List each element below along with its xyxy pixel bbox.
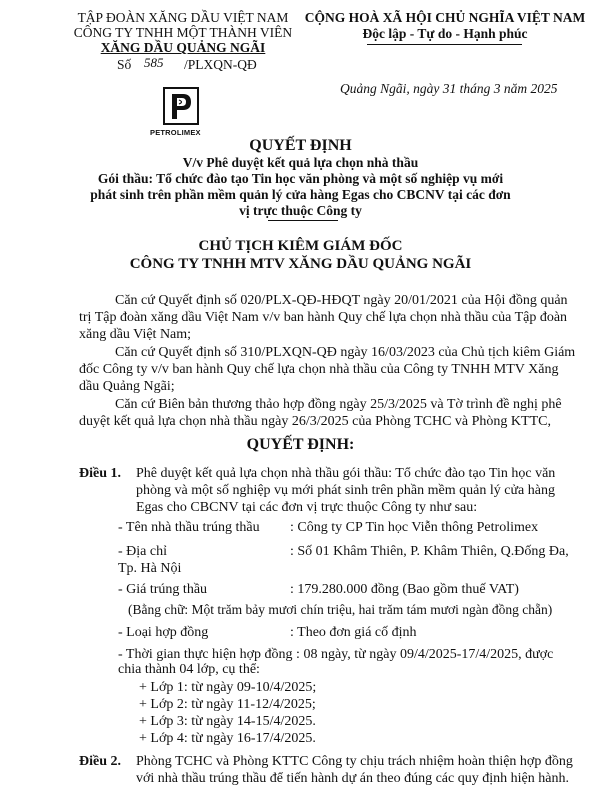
- article-1-label: Điều 1.: [79, 466, 121, 481]
- basis-1-line-2: trị Tập đoàn xăng dầu Việt Nam v/v ban hành Quy chế lựa chọn nhà thầu của Tập đoàn: [79, 310, 568, 325]
- winner-value: : Công ty CP Tin học Viễn thông Petrolimex: [290, 520, 539, 535]
- class-item: + Lớp 4: từ ngày 16-17/4/2025.: [139, 731, 316, 746]
- basis-2-line-1: Căn cứ Quyết định số 310/PLXQN-QĐ ngày 16/03/2023 của Chủ tịch kiêm Giám: [115, 345, 576, 360]
- price-in-words: (Bằng chữ: Một trăm bảy mươi chín triệu, hai trăm tám mươi ngàn đồng chẵn): [128, 602, 553, 617]
- petrolimex-logo-icon: [165, 89, 197, 123]
- document-number-suffix: /PLXQN-QĐ: [184, 57, 257, 72]
- class-item: + Lớp 1: từ ngày 09-10/4/2025;: [139, 680, 317, 695]
- issuer-group: TẬP ĐOÀN XĂNG DẦU VIỆT NAM: [77, 10, 289, 25]
- logo-wordmark: PETROLIMEX: [150, 128, 201, 137]
- national-motto-title: CỘNG HOÀ XÃ HỘI CHỦ NGHĨA VIỆT NAM: [304, 10, 586, 25]
- document-number-value: 585: [144, 55, 164, 70]
- authority-company: CÔNG TY TNHH MTV XĂNG DẦU QUẢNG NGÃI: [129, 256, 472, 272]
- article-2-label: Điều 2.: [79, 754, 121, 769]
- article-1-line-2: phòng và một số nghiệp vụ mới phát sinh trên phần mềm quản lý cửa hàng: [136, 483, 555, 498]
- motto-underline: [367, 44, 522, 45]
- package-line-2: phát sinh trên phần mềm quản lý cửa hàng Egas cho CBCNV tại các đơn: [90, 187, 511, 202]
- article-2-line-1: Phòng TCHC và Phòng KTTC Công ty chịu trách nhiệm hoàn thiện hợp đồng: [136, 754, 573, 769]
- document-number-prefix: Số: [117, 57, 132, 72]
- article-2-line-2: với nhà thầu trúng thầu để tiến hành dự án theo đúng các quy định hiện hành.: [136, 771, 569, 786]
- class-item: + Lớp 2: từ ngày 11-12/4/2025;: [139, 697, 316, 712]
- article-1-line-1: Phê duyệt kết quả lựa chọn nhà thầu gói thầu: Tổ chức đào tạo Tin học văn: [136, 466, 556, 481]
- price-label: - Giá trúng thầu: [118, 582, 208, 597]
- authority-title: CHỦ TỊCH KIÊM GIÁM ĐỐC: [198, 238, 403, 254]
- class-item: + Lớp 3: từ ngày 14-15/4/2025.: [139, 714, 316, 729]
- petrolimex-logo: [163, 87, 199, 125]
- basis-3-line-1: Căn cứ Biên bản thương thảo hợp đồng ngày 25/3/2025 và Tờ trình đề nghị phê: [115, 397, 562, 412]
- decision-heading: QUYẾT ĐỊNH:: [246, 436, 355, 453]
- address-label: - Địa chỉ: [118, 544, 167, 559]
- issuer-branch: XĂNG DẦU QUẢNG NGÃI: [100, 40, 266, 55]
- address-continued: Tp. Hà Nội: [118, 561, 182, 576]
- place-date: Quảng Ngãi, ngày 31 tháng 3 năm 2025: [340, 81, 558, 96]
- basis-3-line-2: duyệt kết quả lựa chọn nhà thầu ngày 26/3/2025 của Phòng TCHC và Phòng KTTC,: [79, 414, 551, 429]
- basis-1-line-3: xăng dầu Việt Nam;: [79, 327, 192, 342]
- decision-subject: V/v Phê duyệt kết quả lựa chọn nhà thầu: [182, 155, 419, 170]
- title-divider: [268, 220, 338, 221]
- contract-type-value: : Theo đơn giá cố định: [290, 625, 417, 640]
- package-line-1: Gói thầu: Tổ chức đào tạo Tin học văn phòng và một số nghiệp vụ mới: [97, 171, 504, 186]
- price-value: : 179.280.000 đồng (Bao gồm thuế VAT): [290, 582, 519, 597]
- decision-title: QUYẾT ĐỊNH: [249, 137, 352, 154]
- basis-2-line-3: dầu Quảng Ngãi;: [79, 379, 175, 394]
- contract-type-label: - Loại hợp đồng: [118, 625, 209, 640]
- duration-line-1: - Thời gian thực hiện hợp đồng : 08 ngày, từ ngày 09/4/2025-17/4/2025, được: [118, 647, 554, 662]
- basis-2-line-2: đốc Công ty v/v ban hành Quy chế lựa chọn nhà thầu của Công ty TNHH MTV Xăng: [79, 362, 559, 377]
- national-motto-slogan: Độc lập - Tự do - Hạnh phúc: [362, 26, 528, 41]
- winner-label: - Tên nhà thầu trúng thầu: [118, 520, 260, 535]
- address-value: : Số 01 Khâm Thiên, P. Khâm Thiên, Q.Đống Đa,: [290, 544, 569, 559]
- package-line-3: vị trực thuộc Công ty: [239, 203, 362, 218]
- basis-1-line-1: Căn cứ Quyết định số 020/PLX-QĐ-HĐQT ngày 20/01/2021 của Hội đồng quản: [115, 293, 568, 308]
- article-1-line-3: Egas cho CBCNV tại các đơn vị trực thuộc Công ty như sau:: [136, 500, 478, 515]
- duration-line-2: chia thành 04 lớp, cụ thể:: [118, 662, 260, 677]
- issuer-company: CÔNG TY TNHH MỘT THÀNH VIÊN: [73, 25, 293, 40]
